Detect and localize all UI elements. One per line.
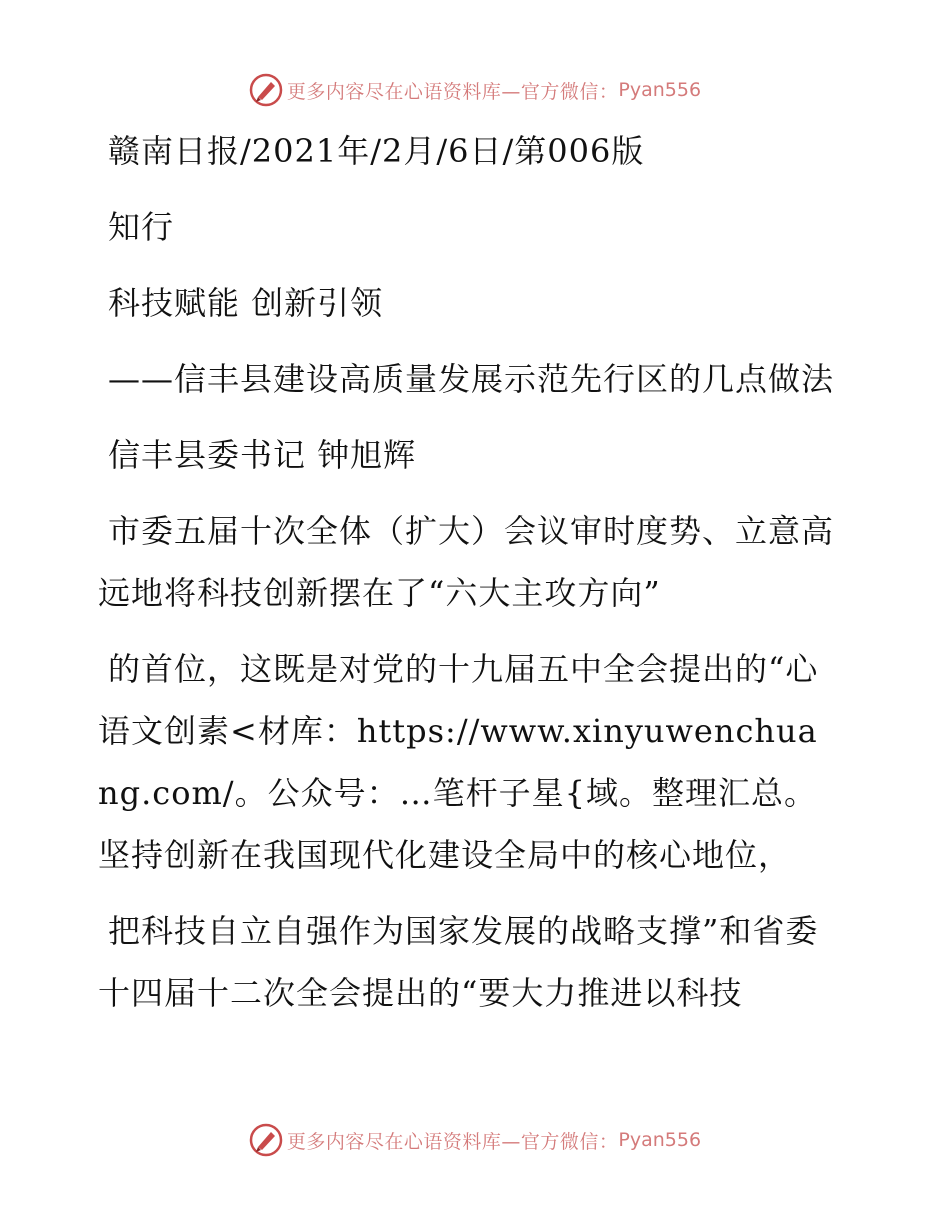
pen-logo-icon bbox=[249, 1123, 283, 1157]
author-line: 信丰县委书记 钟旭辉 bbox=[108, 436, 417, 474]
column-name: 知行 bbox=[108, 208, 175, 246]
paragraph: 市委五届十次全体（扩大）会议审时度势、立意高远地将科技创新摆在了“六大主攻方向” bbox=[98, 512, 835, 612]
paragraph: 把科技自立自强作为国家发展的战略支撑”和省委十四届十二次全会提出的“要大力推进以科技 bbox=[98, 912, 819, 1012]
watermark-banner-bottom bbox=[0, 1120, 950, 1160]
watermark-slogan: 更多内容尽在心语资料库—官方微信： bbox=[286, 1130, 619, 1153]
paragraph: 的首位，这既是对党的十九届五中全会提出的“心语文创素<材库：https://www.xinyuwenchuang.com/。公众号：…笔杆子星{域。整理汇总。坚持创新在我国现代化建设全局中的核心地位， bbox=[98, 650, 819, 874]
pen-logo-icon bbox=[249, 73, 283, 107]
watermark-slogan: 更多内容尽在心语资料库—官方微信： bbox=[286, 80, 619, 103]
headline: 科技赋能 创新引领 bbox=[108, 284, 384, 322]
article-body bbox=[98, 120, 838, 1038]
subheadline: ——信丰县建设高质量发展示范先行区的几点做法 bbox=[108, 360, 835, 398]
watermark-banner-top bbox=[0, 70, 950, 110]
source-line: 赣南日报/2021年/2月/6日/第006版 bbox=[108, 132, 645, 170]
watermark-wechat-id: Pyan556 bbox=[618, 1129, 702, 1151]
watermark-wechat-id: Pyan556 bbox=[618, 79, 702, 101]
